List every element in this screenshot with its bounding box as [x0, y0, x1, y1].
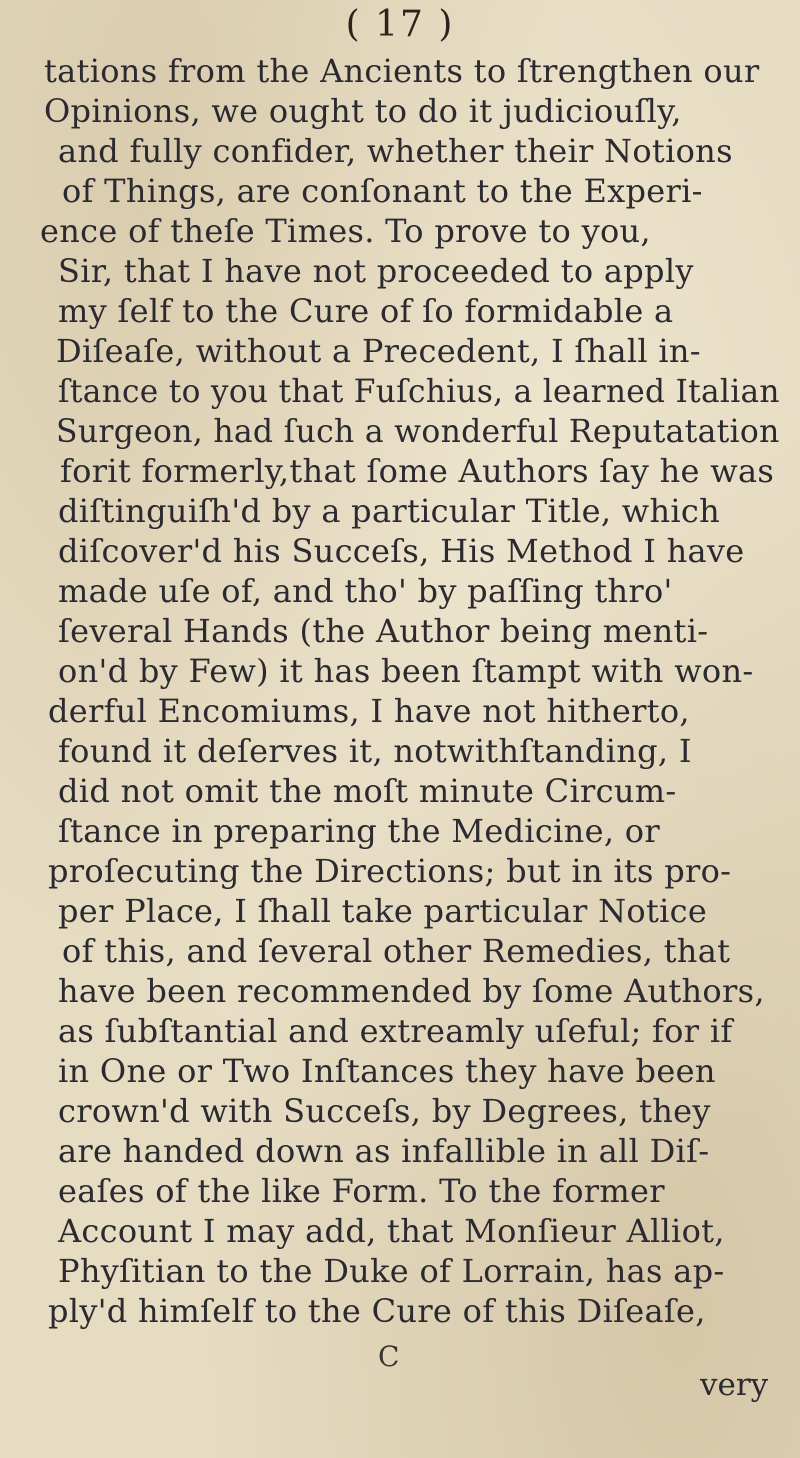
text-line: and fully confider, whether their Notions: [58, 132, 733, 170]
text-line: in One or Two Inſtances they have been: [58, 1052, 716, 1090]
text-line: forit formerly,that ſome Authors ſay he was: [60, 452, 775, 490]
text-line: derful Encomiums, I have not hitherto,: [48, 692, 690, 730]
text-line: found it deſerves it, notwithſtanding, I: [58, 732, 692, 770]
text-line: Sir, that I have not proceeded to apply: [58, 252, 694, 290]
text-line: diſtinguiſh'd by a particular Title, which: [58, 492, 721, 530]
text-line: proſecuting the Directions; but in its pro-: [48, 852, 732, 890]
text-line: ence of theſe Times. To prove to you,: [40, 212, 651, 250]
text-line: Account I may add, that Monſieur Alliot,: [58, 1212, 725, 1250]
text-line: of Things, are conſonant to the Experi-: [62, 172, 703, 210]
catchword: very: [700, 1367, 769, 1403]
text-line: crown'd with Succeſs, by Degrees, they: [58, 1092, 711, 1130]
text-line: did not omit the moſt minute Circum-: [58, 772, 677, 810]
text-line: tations from the Ancients to ſtrengthen our: [44, 52, 760, 90]
text-line: as ſubſtantial and extreamly uſeful; for if: [58, 1012, 733, 1050]
text-line: ſtance in preparing the Medicine, or: [58, 812, 660, 850]
text-line: my ſelf to the Cure of ſo formidable a: [58, 292, 674, 330]
page-number: ( 17 ): [345, 4, 455, 45]
text-line: Phyſitian to the Duke of Lorrain, has ap-: [58, 1252, 725, 1290]
text-line: ſeveral Hands (the Author being menti-: [58, 612, 709, 650]
text-line: Diſeaſe, without a Precedent, I ſhall in-: [56, 332, 701, 370]
text-line: Surgeon, had ſuch a wonderful Reputatation: [56, 412, 780, 450]
signature-mark: C: [378, 1340, 400, 1373]
text-line: per Place, I ſhall take particular Notice: [58, 892, 708, 930]
text-line: Opinions, we ought to do it judiciouſly,: [44, 92, 682, 130]
text-line: of this, and ſeveral other Remedies, that: [62, 932, 731, 970]
text-line: eaſes of the like Form. To the former: [58, 1172, 665, 1210]
text-line: have been recommended by ſome Authors,: [58, 972, 765, 1010]
text-line: on'd by Few) it has been ſtampt with won-: [58, 652, 754, 690]
text-line: diſcover'd his Succeſs, His Method I have: [58, 532, 745, 570]
text-line: made uſe of, and tho' by paſſing thro': [58, 572, 673, 610]
text-line: ſtance to you that Fuſchius, a learned Italian: [58, 372, 780, 410]
text-line: ply'd himſelf to the Cure of this Diſeaſe,: [48, 1292, 706, 1330]
text-line: are handed down as infallible in all Diſ-: [58, 1132, 710, 1170]
